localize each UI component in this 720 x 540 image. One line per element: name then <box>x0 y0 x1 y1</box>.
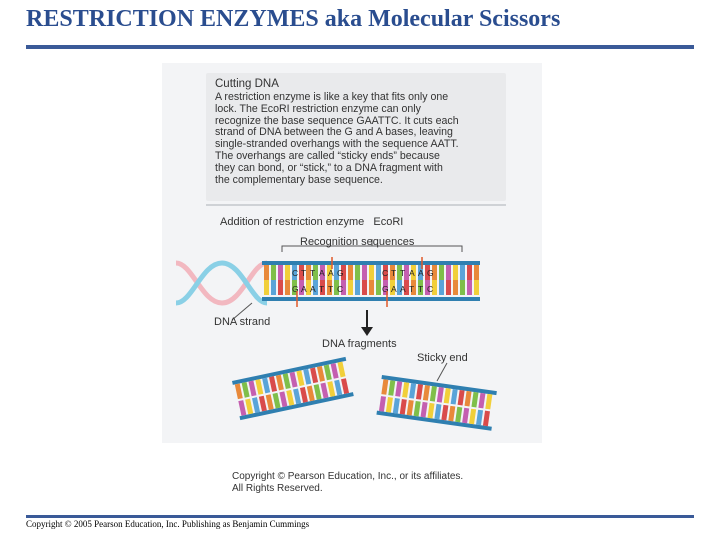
fragment-base-top <box>331 363 339 379</box>
fragment-base-bottom <box>441 405 448 421</box>
base-pair-bottom <box>285 280 290 295</box>
fragment-base-bottom <box>286 390 294 406</box>
fragment-base-top <box>317 366 325 382</box>
recognition-base-bottom: T <box>319 284 325 294</box>
bottom-backbone <box>262 297 480 301</box>
base-pair-bottom <box>348 280 353 295</box>
recognition-base-top: T <box>400 268 406 278</box>
fragment-base-bottom <box>300 387 308 403</box>
fragment-base-bottom <box>307 386 315 402</box>
base-pair-bottom <box>278 280 283 295</box>
recognition-base-bottom: G <box>382 284 389 294</box>
fragment-base-top <box>296 370 304 386</box>
base-pair-top <box>467 265 472 280</box>
recognition-base-bottom: A <box>391 284 397 294</box>
dna-helix-end <box>176 263 267 303</box>
fragment-base-top <box>465 391 472 407</box>
recognition-base-top: C <box>292 268 299 278</box>
fragment-base-bottom <box>293 388 301 404</box>
base-pair-bottom <box>355 280 360 295</box>
base-pair-top <box>453 265 458 280</box>
figure-copyright: Copyright © Pearson Education, Inc., or its affiliates. All Rights Reserved. <box>232 471 464 494</box>
fragment-base-top <box>485 394 492 410</box>
fragment-base-top <box>430 386 437 402</box>
caption-body: A restriction enzyme is like a key that fits only one lock. The EcoRI restriction enzyme can only recognize the base sequence GAATTC. It cuts each strand of DNA between the G and A bases, leaving single-stranded overhangs with the sequence AATT. The overhangs are called “sticky ends” because they can bond, or “stick,” to a DNA fragment with the complementary base sequence. <box>215 91 459 186</box>
recognition-base-top: C <box>382 268 389 278</box>
caption-separator <box>206 204 506 206</box>
fragment-base-bottom <box>434 404 441 420</box>
recognition-base-top: T <box>301 268 307 278</box>
fragment-base-bottom <box>407 400 414 416</box>
dna-fragment-left <box>232 357 354 420</box>
fragment-base-top <box>402 382 409 398</box>
fragment-base-bottom <box>266 394 274 410</box>
fragment-base-top <box>458 390 465 406</box>
base-pair-top <box>376 265 381 280</box>
base-pair-top <box>369 265 374 280</box>
base-pair-top <box>264 265 269 280</box>
base-pair-bottom <box>453 280 458 295</box>
fragment-base-bottom <box>448 406 455 422</box>
fragment-base-top <box>255 379 263 395</box>
fragment-base-top <box>303 369 311 385</box>
sticky-end-pointer <box>437 363 447 381</box>
recognition-base-bottom: C <box>337 284 344 294</box>
base-pair-bottom <box>369 280 374 295</box>
recognition-base-top: G <box>427 268 434 278</box>
fragment-base-bottom <box>462 408 469 424</box>
fragment-base-bottom <box>421 402 428 418</box>
fragment-base-top <box>471 392 478 408</box>
base-pair-top <box>355 265 360 280</box>
base-pair-top <box>285 265 290 280</box>
fragment-base-top <box>283 373 291 389</box>
caption-heading: Cutting DNA <box>215 78 279 90</box>
fragment-base-top <box>310 367 318 383</box>
recognition-base-bottom: A <box>301 284 307 294</box>
fragment-base-top <box>248 381 256 397</box>
fragment-base-bottom <box>400 399 407 415</box>
dna-fragment-right <box>376 375 496 431</box>
top-backbone <box>262 261 480 265</box>
fragment-base-bottom <box>476 410 483 426</box>
base-pair-top <box>446 265 451 280</box>
fragment-base-bottom <box>238 400 246 416</box>
fragment-base-bottom <box>252 397 260 413</box>
down-arrow-head <box>361 327 373 336</box>
base-pair-bottom <box>439 280 444 295</box>
recognition-base-bottom: C <box>427 284 434 294</box>
fragment-base-bottom <box>245 399 253 415</box>
recognition-base-bottom: G <box>292 284 299 294</box>
recognition-base-top: T <box>391 268 397 278</box>
recognition-base-bottom: A <box>310 284 316 294</box>
fragment-base-top <box>395 381 402 397</box>
base-pair-top <box>278 265 283 280</box>
fragment-base-bottom <box>414 401 421 417</box>
fragment-base-bottom <box>386 397 393 413</box>
fragment-base-bottom <box>273 393 281 409</box>
base-pair-top <box>362 265 367 280</box>
recognition-base-top: T <box>310 268 316 278</box>
recognition-label: Recognition sequences <box>300 236 415 248</box>
fragment-base-bottom <box>455 407 462 423</box>
slide-title: RESTRICTION ENZYMES aka Molecular Scissors <box>26 6 561 32</box>
base-pair-top <box>474 265 479 280</box>
fragment-base-top <box>416 384 423 400</box>
recognition-base-bottom: A <box>400 284 406 294</box>
sticky-end-label: Sticky end <box>417 352 468 364</box>
base-pair-bottom <box>474 280 479 295</box>
recognition-base-top: G <box>337 268 344 278</box>
fragments-label: DNA fragments <box>322 338 397 350</box>
recognition-base-top: A <box>418 268 424 278</box>
base-pair-bottom <box>362 280 367 295</box>
fragment-base-top <box>290 372 298 388</box>
fragment-base-bottom <box>483 411 490 427</box>
fragment-base-bottom <box>341 378 349 394</box>
base-pair-top <box>348 265 353 280</box>
recognition-base-bottom: T <box>418 284 424 294</box>
footer-rule <box>26 515 694 518</box>
fragment-base-bottom <box>469 409 476 425</box>
restriction-enzyme-figure <box>162 63 542 503</box>
slide-footer: Copyright © 2005 Pearson Education, Inc. Publishing as Benjamin Cummings <box>26 519 310 529</box>
dna-strand-label: DNA strand <box>214 316 271 328</box>
dna-strand <box>262 257 480 307</box>
fragment-base-bottom <box>427 403 434 419</box>
fragment-base-top <box>388 380 395 396</box>
addition-text: Addition of restriction enzyme <box>220 216 365 228</box>
fragment-base-top <box>478 393 485 409</box>
fragment-base-top <box>381 379 388 395</box>
base-pair-bottom <box>264 280 269 295</box>
fragment-base-top <box>262 378 270 394</box>
fragment-base-top <box>242 382 250 398</box>
base-pair-top <box>271 265 276 280</box>
base-pair-bottom <box>467 280 472 295</box>
fragment-base-bottom <box>334 380 342 396</box>
dna-diagram <box>162 63 542 463</box>
fragment-base-bottom <box>379 396 386 412</box>
fragment-base-top <box>269 376 277 392</box>
fragment-base-top <box>235 383 243 399</box>
fragment-base-top <box>451 389 458 405</box>
base-pair-bottom <box>446 280 451 295</box>
fragment-base-top <box>437 387 444 403</box>
fragment-base-top <box>409 383 416 399</box>
fragment-base-bottom <box>327 381 335 397</box>
recognition-base-top: A <box>319 268 325 278</box>
base-pair-top <box>439 265 444 280</box>
fragment-base-bottom <box>320 383 328 399</box>
base-pair-bottom <box>376 280 381 295</box>
fragment-base-top <box>423 385 430 401</box>
recognition-base-top: A <box>328 268 334 278</box>
enzyme-name: EcoRI <box>373 216 404 228</box>
fragment-base-bottom <box>314 384 322 400</box>
fragment-base-top <box>444 388 451 404</box>
base-pair-bottom <box>271 280 276 295</box>
recognition-base-bottom: T <box>328 284 334 294</box>
addition-label <box>220 216 403 228</box>
base-pair-top <box>460 265 465 280</box>
fragment-base-bottom <box>259 396 267 412</box>
recognition-base-bottom: T <box>409 284 415 294</box>
fragment-base-bottom <box>393 398 400 414</box>
fragment-base-top <box>276 375 284 391</box>
fragment-base-top <box>324 365 332 381</box>
recognition-base-top: A <box>409 268 415 278</box>
title-underline <box>26 45 694 49</box>
base-pair-bottom <box>460 280 465 295</box>
fragment-base-top <box>337 362 345 378</box>
fragment-base-bottom <box>279 391 287 407</box>
